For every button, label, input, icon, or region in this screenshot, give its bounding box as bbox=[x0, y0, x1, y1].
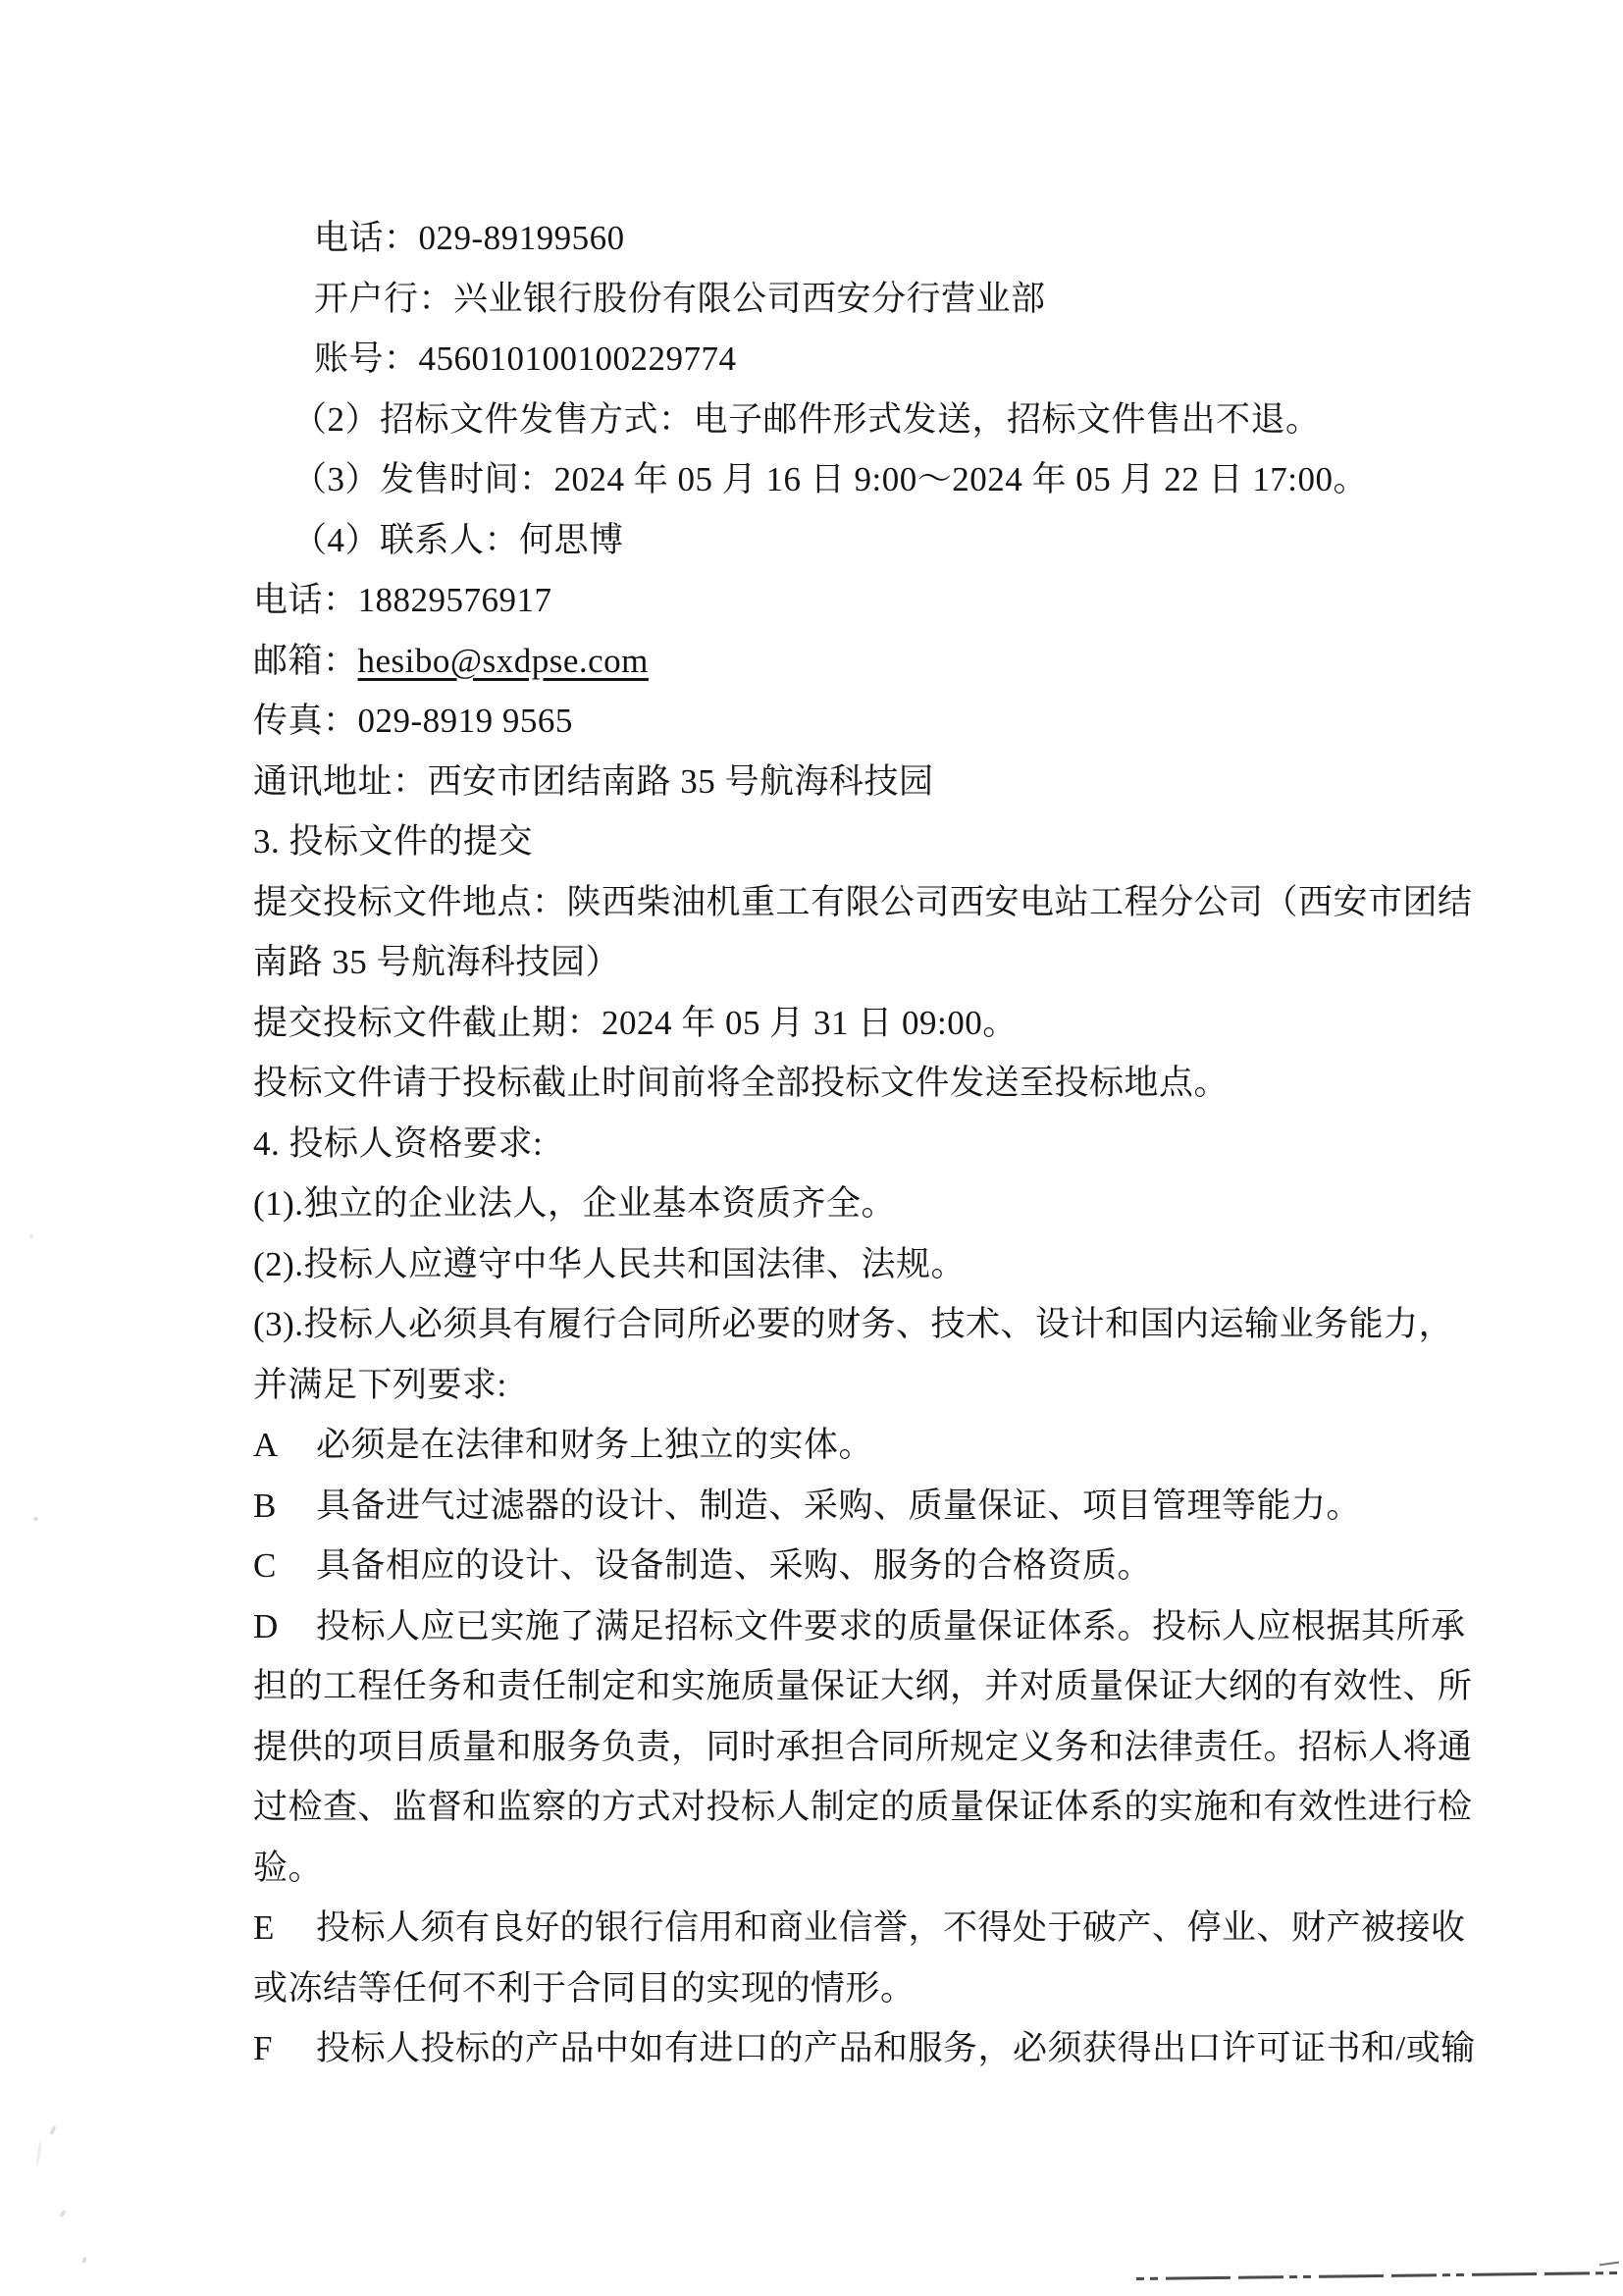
line-text: 验。 bbox=[253, 1848, 324, 1887]
text-line bbox=[253, 1898, 1470, 1958]
text-line bbox=[253, 1717, 1473, 1778]
text-line bbox=[253, 993, 1470, 1054]
scan-artifact-tick bbox=[1599, 2262, 1619, 2267]
line-text: 4. 投标人资格要求: bbox=[253, 1123, 544, 1163]
text-line bbox=[253, 1476, 1470, 1537]
text-line bbox=[253, 1114, 1470, 1174]
line-text: 并满足下列要求: bbox=[253, 1365, 507, 1404]
text-line bbox=[253, 1053, 1470, 1114]
line-text: （4）联系人：何思博 bbox=[292, 520, 624, 559]
document-body bbox=[253, 208, 1476, 2079]
scan-speck bbox=[29, 1234, 33, 1238]
line-text: 开户行：兴业银行股份有限公司西安分行营业部 bbox=[314, 279, 1046, 318]
line-text: 投标人投标的产品中如有进口的产品和服务，必须获得出口许可证书和/或输 bbox=[316, 2029, 1476, 2067]
line-text: （3）发售时间：2024 年 05 月 16 日 9:00～2024 年 05 月 22 日 17:00。 bbox=[292, 460, 1368, 498]
line-text: 3. 投标文件的提交 bbox=[253, 822, 534, 861]
scan-speck bbox=[35, 2141, 42, 2166]
line-text: (1).独立的企业法人，企业基本资质齐全。 bbox=[253, 1184, 897, 1223]
text-line bbox=[253, 752, 1470, 812]
text-line bbox=[253, 811, 1470, 872]
scan-speck bbox=[59, 2210, 66, 2218]
line-text: 传真：029-8919 9565 bbox=[253, 702, 573, 740]
line-text: 过检查、监督和监察的方式对投标人制定的质量保证体系的实施和有效性进行检 bbox=[253, 1788, 1473, 1826]
list-marker: B bbox=[253, 1486, 277, 1525]
line-text: 提交投标文件截止期：2024 年 05 月 31 日 09:00。 bbox=[253, 1003, 1018, 1042]
text-line bbox=[253, 1355, 1470, 1416]
line-text: 提供的项目质量和服务负责，同时承担合同所规定义务和法律责任。招标人将通 bbox=[253, 1727, 1473, 1766]
text-line bbox=[253, 2018, 1476, 2079]
text-line bbox=[253, 1656, 1473, 1717]
line-text: (2).投标人应遵守中华人民共和国法律、法规。 bbox=[253, 1244, 967, 1283]
text-line bbox=[253, 691, 1470, 752]
text-line bbox=[253, 1536, 1470, 1596]
text-line bbox=[253, 932, 1470, 993]
text-line bbox=[253, 1777, 1473, 1838]
line-text: 电话：029-89199560 bbox=[314, 219, 625, 257]
list-marker: E bbox=[253, 1908, 275, 1947]
scan-speck bbox=[49, 2125, 57, 2136]
text-line bbox=[253, 631, 1470, 692]
line-text: 邮箱： bbox=[253, 641, 358, 680]
text-line bbox=[253, 1838, 1470, 1899]
text-line bbox=[253, 269, 1470, 330]
line-text: 担的工程任务和责任制定和实施质量保证大纲，并对质量保证大纲的有效性、所 bbox=[253, 1667, 1473, 1705]
line-text: 账号：456010100100229774 bbox=[314, 339, 737, 378]
text-line bbox=[253, 329, 1470, 390]
line-text: (3).投标人必须具有履行合同所必要的财务、技术、设计和国内运输业务能力， bbox=[253, 1305, 1454, 1343]
line-text: 投标人须有良好的银行信用和商业信誉，不得处于破产、停业、财产被接收 bbox=[316, 1908, 1466, 1947]
email-text: hesibo@sxdpse.com bbox=[357, 641, 649, 680]
line-text: 具备相应的设计、设备制造、采购、服务的合格资质。 bbox=[316, 1546, 1153, 1585]
scan-speck bbox=[33, 1517, 38, 1521]
text-line bbox=[253, 1294, 1470, 1355]
text-line bbox=[253, 1174, 1470, 1234]
list-marker: F bbox=[253, 2029, 273, 2067]
text-line bbox=[253, 449, 1470, 510]
text-line bbox=[253, 1596, 1470, 1657]
line-text: （2）招标文件发售方式：电子邮件形式发送，招标文件售出不退。 bbox=[292, 399, 1321, 439]
line-text: 通讯地址：西安市团结南路 35 号航海科技园 bbox=[253, 761, 934, 801]
list-marker: C bbox=[253, 1546, 277, 1585]
line-text: 投标人应已实施了满足招标文件要求的质量保证体系。投标人应根据其所承 bbox=[316, 1606, 1466, 1645]
text-line bbox=[253, 510, 1470, 571]
line-text: 投标文件请于投标截止时间前将全部投标文件发送至投标地点。 bbox=[253, 1064, 1230, 1102]
text-line bbox=[253, 390, 1470, 450]
list-marker: D bbox=[253, 1606, 279, 1645]
text-line bbox=[253, 570, 1470, 631]
scan-speck bbox=[81, 2257, 87, 2265]
text-line bbox=[253, 872, 1473, 933]
text-line bbox=[253, 1415, 1470, 1476]
line-text: 南路 35 号航海科技园） bbox=[253, 943, 621, 981]
list-marker: A bbox=[253, 1426, 279, 1464]
scan-artifact-line bbox=[1136, 2271, 1619, 2280]
text-line bbox=[253, 208, 1470, 269]
line-text: 具备进气过滤器的设计、制造、采购、质量保证、项目管理等能力。 bbox=[316, 1486, 1362, 1525]
text-line bbox=[253, 1958, 1470, 2019]
line-text: 或冻结等任何不利于合同目的实现的情形。 bbox=[253, 1968, 916, 2008]
line-text: 电话：18829576917 bbox=[253, 581, 552, 619]
text-line bbox=[253, 1234, 1470, 1295]
line-text: 提交投标文件地点：陕西柴油机重工有限公司西安电站工程分公司（西安市团结 bbox=[253, 882, 1473, 921]
line-text: 必须是在法律和财务上独立的实体。 bbox=[316, 1426, 874, 1464]
